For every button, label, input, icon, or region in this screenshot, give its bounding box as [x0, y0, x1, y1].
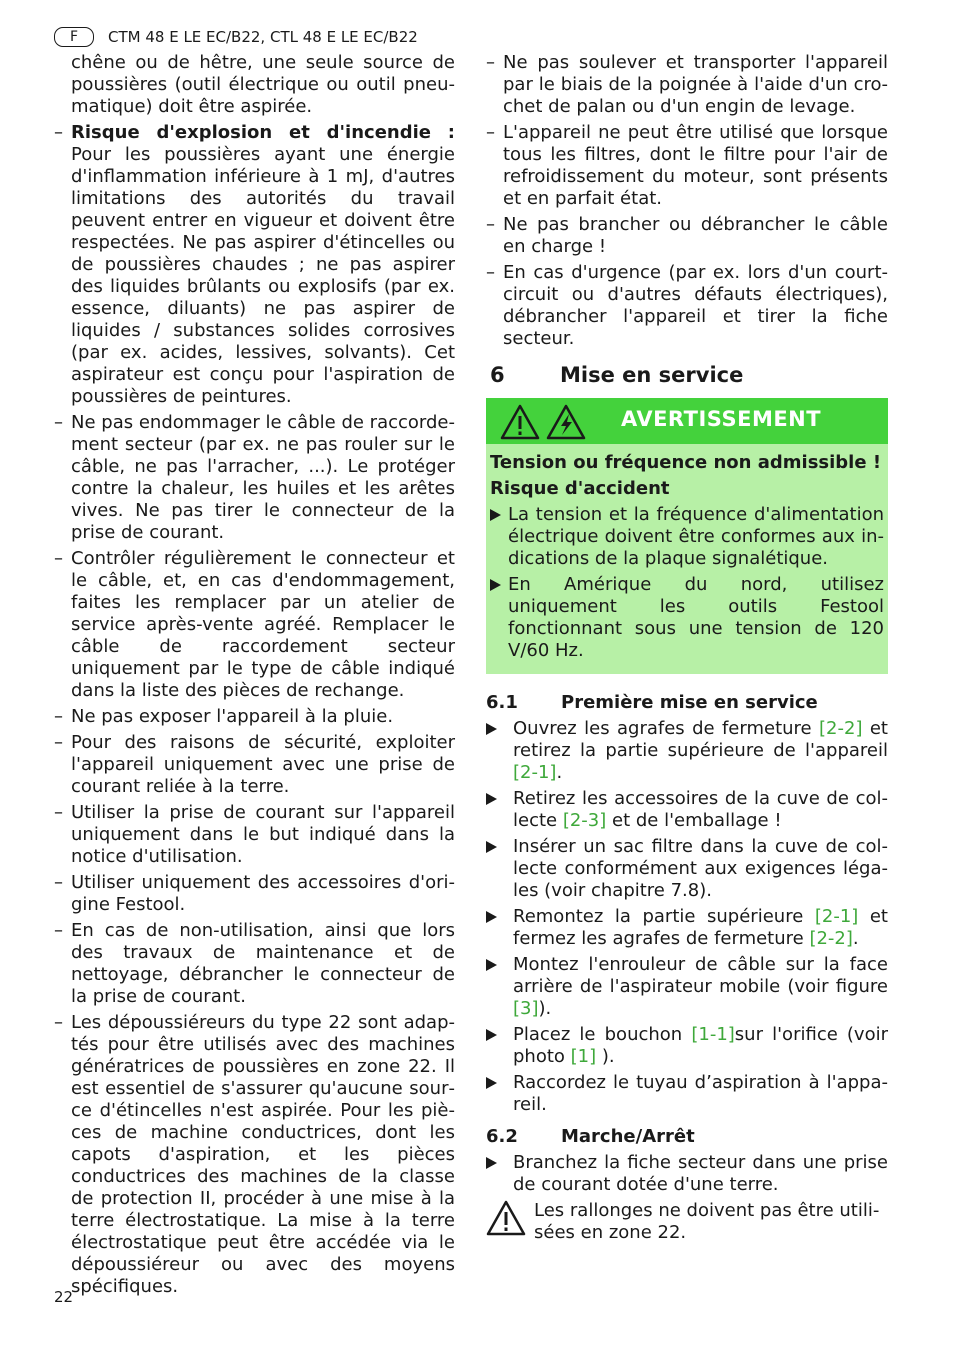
bullet-text: La tension et la fréquence d'alimentation électrique doivent être conformes aux indications de la plaque signalétique. — [508, 504, 884, 569]
warning-triangle-icon — [500, 404, 540, 440]
section-6-heading — [486, 362, 888, 388]
item-text: Pour des raisons de sécurité, exploiter l'appareil uniquement avec une prise de courant reliée à la terre. — [71, 732, 455, 797]
figure-reference: [2-2] — [809, 928, 853, 949]
step-text: et fermez les agrafes de fermeture — [513, 906, 888, 949]
dash-bullet: – — [486, 52, 495, 73]
item-text: Ne pas exposer l'appareil à la pluie. — [71, 706, 394, 727]
dash-bullet: – — [54, 1012, 63, 1033]
step-text: Retirez les accessoires de la cuve de collecte — [513, 788, 888, 831]
item-bold-label: Risque d'explosion et d'incendie : — [71, 122, 455, 143]
figure-reference: [2-1] — [814, 906, 859, 927]
warning-headline: Tension ou fréquence non admissible ! — [490, 452, 882, 473]
step-text: ). — [538, 998, 552, 1019]
section-title: Mise en service — [560, 363, 744, 387]
page-header — [54, 26, 418, 48]
left-column — [54, 52, 455, 1302]
left-list — [54, 122, 455, 1298]
figure-reference: [1] — [570, 1046, 597, 1067]
figure-reference: [1-1] — [691, 1024, 735, 1045]
bullet-text: En Amérique du nord, utilisez uniquement les outils Festool fonctionnant sous une tension de 120 V/60 Hz. — [508, 574, 884, 661]
warning-bullets — [490, 504, 884, 662]
section-6-2-heading — [486, 1126, 888, 1148]
section-6-1-heading — [486, 692, 888, 714]
item-text: L'appareil ne peut être utilisé que lorsque tous les filtres, dont le filtre pour l'air de refroidissement du moteur, sont présents et en parfait état. — [503, 122, 888, 209]
list-item — [54, 732, 455, 798]
step-text: Insérer un sac filtre dans la cuve de collecte conformément aux exigences légales (voir chapitre 7.8). — [513, 836, 888, 901]
step-text: et de l'emballage ! — [606, 810, 782, 831]
arrow-icon — [486, 959, 497, 971]
step-text: Montez l'enrouleur de câble sur la face arrière de l'aspirateur mobile (voir figure — [513, 954, 888, 997]
figure-reference: [2-2] — [819, 718, 863, 739]
list-item — [54, 706, 455, 728]
arrow-icon — [486, 723, 497, 735]
figure-reference: [2-1] — [513, 762, 557, 783]
caution-triangle-icon — [486, 1200, 526, 1236]
item-text: Les dépoussiéreurs du type 22 sont adaptés pour être utilisés avec des machines génératrices de poussières en zone 22. Il est essentiel de s'assurer qu'aucune source d'étincelles n'est aspirée. Pour les pièces de machine conductrices, dont les capots d'aspiration, et les pièces conductrices des machines de la classe de protection II, procéder à une mise à la terre électrostatique. La mise à la terre électrostatique peut être accédée via le dépoussiéreur ou avec des moyens spécifiques. — [71, 1012, 455, 1297]
list-item — [54, 548, 455, 702]
subsection-number: 6.2 — [486, 1126, 518, 1147]
step-item — [486, 788, 888, 832]
list-item — [54, 872, 455, 916]
list-item — [54, 412, 455, 544]
warning-body — [486, 444, 888, 674]
dash-bullet: – — [486, 122, 495, 143]
warning-bullet — [490, 574, 884, 662]
list-item — [486, 122, 888, 210]
list-item — [54, 802, 455, 868]
caution-text: Les rallonges ne doivent pas être utilisées en zone 22. — [534, 1200, 880, 1243]
item-text: Ne pas endommager le câble de raccordement secteur (par ex. ne pas rouler sur le câble, ne pas l'arracher, ...). Le protéger contre la chaleur, les huiles et les arêtes vives. Ne pas tirer le connecteur de la prise de courant. — [71, 412, 455, 543]
item-text: Ne pas brancher ou débrancher le câble en charge ! — [503, 214, 888, 257]
dash-bullet: – — [486, 262, 495, 283]
arrow-icon — [490, 579, 501, 591]
dash-bullet: – — [54, 122, 63, 143]
step-item — [486, 1024, 888, 1068]
step-text: Ouvrez les agrafes de fermeture — [513, 718, 820, 739]
on-off-steps — [486, 1152, 888, 1196]
step-item — [486, 1152, 888, 1196]
warning-title: AVERTISSEMENT — [621, 407, 822, 431]
item-text: Utiliser uniquement des accessoires d'origine Festool. — [71, 872, 455, 915]
step-text: Raccordez le tuyau d’aspiration à l'appareil. — [513, 1072, 888, 1115]
step-text: . — [852, 928, 859, 949]
step-text: . — [556, 762, 563, 783]
first-use-steps — [486, 718, 888, 1116]
intro-paragraph: chêne ou de hêtre, une seule source de poussières (outil électrique ou outil pneumatique) doit être aspirée. — [71, 52, 455, 117]
language-badge: F — [54, 27, 94, 47]
dash-bullet: – — [54, 920, 63, 941]
dash-bullet: – — [54, 706, 63, 727]
warning-bullet — [490, 504, 884, 570]
list-item — [486, 52, 888, 118]
caution-note — [486, 1200, 888, 1244]
figure-reference: [3] — [513, 998, 539, 1019]
warning-banner — [486, 398, 888, 444]
step-text: et retirez la partie supérieure de l'appareil — [513, 718, 888, 761]
dash-bullet: – — [486, 214, 495, 235]
arrow-icon — [486, 841, 497, 853]
step-item — [486, 954, 888, 1020]
dash-bullet: – — [54, 412, 63, 433]
item-text: Ne pas soulever et transporter l'appareil par le biais de la poignée à l'aide d'un crochet de palan ou d'un engin de levage. — [503, 52, 888, 117]
step-item — [486, 906, 888, 950]
dash-bullet: – — [54, 802, 63, 823]
item-text: En cas de non-utilisation, ainsi que lors des travaux de maintenance et de nettoyage, débrancher le connecteur de la prise de courant. — [71, 920, 455, 1007]
list-item — [54, 920, 455, 1008]
right-list — [486, 52, 888, 350]
step-text: sur l'orifice (voir photo — [513, 1024, 888, 1067]
step-text: Placez le bouchon — [513, 1024, 692, 1045]
electric-hazard-icon — [546, 404, 586, 440]
subsection-number: 6.1 — [486, 692, 518, 713]
list-item — [486, 262, 888, 350]
step-text: Branchez la fiche secteur dans une prise de courant dotée d'une terre. — [513, 1152, 888, 1195]
dash-bullet: – — [54, 732, 63, 753]
arrow-icon — [490, 509, 501, 521]
model-title: CTM 48 E LE EC/B22, CTL 48 E LE EC/B22 — [108, 28, 418, 46]
arrow-icon — [486, 911, 497, 923]
warning-icons — [500, 404, 586, 440]
section-number: 6 — [490, 363, 505, 387]
step-text: Remontez la partie supérieure — [513, 906, 815, 927]
item-text: Contrôler régulièrement le connecteur et le câble, et, en cas d'endommagement, faites les remplacer par un atelier de service après-vente agréé. Remplacer le câble de raccordement secteur uniquement par le type de câble indiqué dans la liste des pièces de rechange. — [71, 548, 455, 701]
warning-risk: Risque d'accident — [490, 478, 670, 499]
right-column — [486, 52, 888, 1244]
subsection-title: Première mise en service — [561, 692, 818, 713]
item-text: En cas d'urgence (par ex. lors d'un court-circuit ou d'autres défauts électriques), débrancher l'appareil et tirer la fiche secteur. — [503, 262, 888, 349]
arrow-icon — [486, 1029, 497, 1041]
page-number: 22 — [54, 1288, 74, 1306]
item-text: Pour les poussières ayant une énergie d'inflammation inférieure à 1 mJ, d'autres limitations des autorités du travail peuvent entrer en vigueur et doivent être respectées. Ne pas aspirer d'étincelles ou de poussières chaudes ; ne pas aspirer des liquides brûlants ou explosifs (par ex. essence, diluants) ne pas aspirer de liquides / substances solides corrosives (par ex. acides, lessives, solvants). Cet aspirateur est conçu pour l'aspiration de poussières de peintures. — [71, 144, 455, 407]
list-item — [54, 122, 455, 408]
dash-bullet: – — [54, 548, 63, 569]
list-item — [486, 214, 888, 258]
step-item — [486, 718, 888, 784]
dash-bullet: – — [54, 872, 63, 893]
step-item — [486, 1072, 888, 1116]
step-item — [486, 836, 888, 902]
list-item — [54, 1012, 455, 1298]
arrow-icon — [486, 1077, 497, 1089]
arrow-icon — [486, 1157, 497, 1169]
step-text: ). — [596, 1046, 615, 1067]
arrow-icon — [486, 793, 497, 805]
subsection-title: Marche/Arrêt — [561, 1126, 695, 1147]
figure-reference: [2-3] — [562, 810, 607, 831]
item-text: Utiliser la prise de courant sur l'appareil uniquement dans le but indiqué dans la notice d'utilisation. — [71, 802, 455, 867]
